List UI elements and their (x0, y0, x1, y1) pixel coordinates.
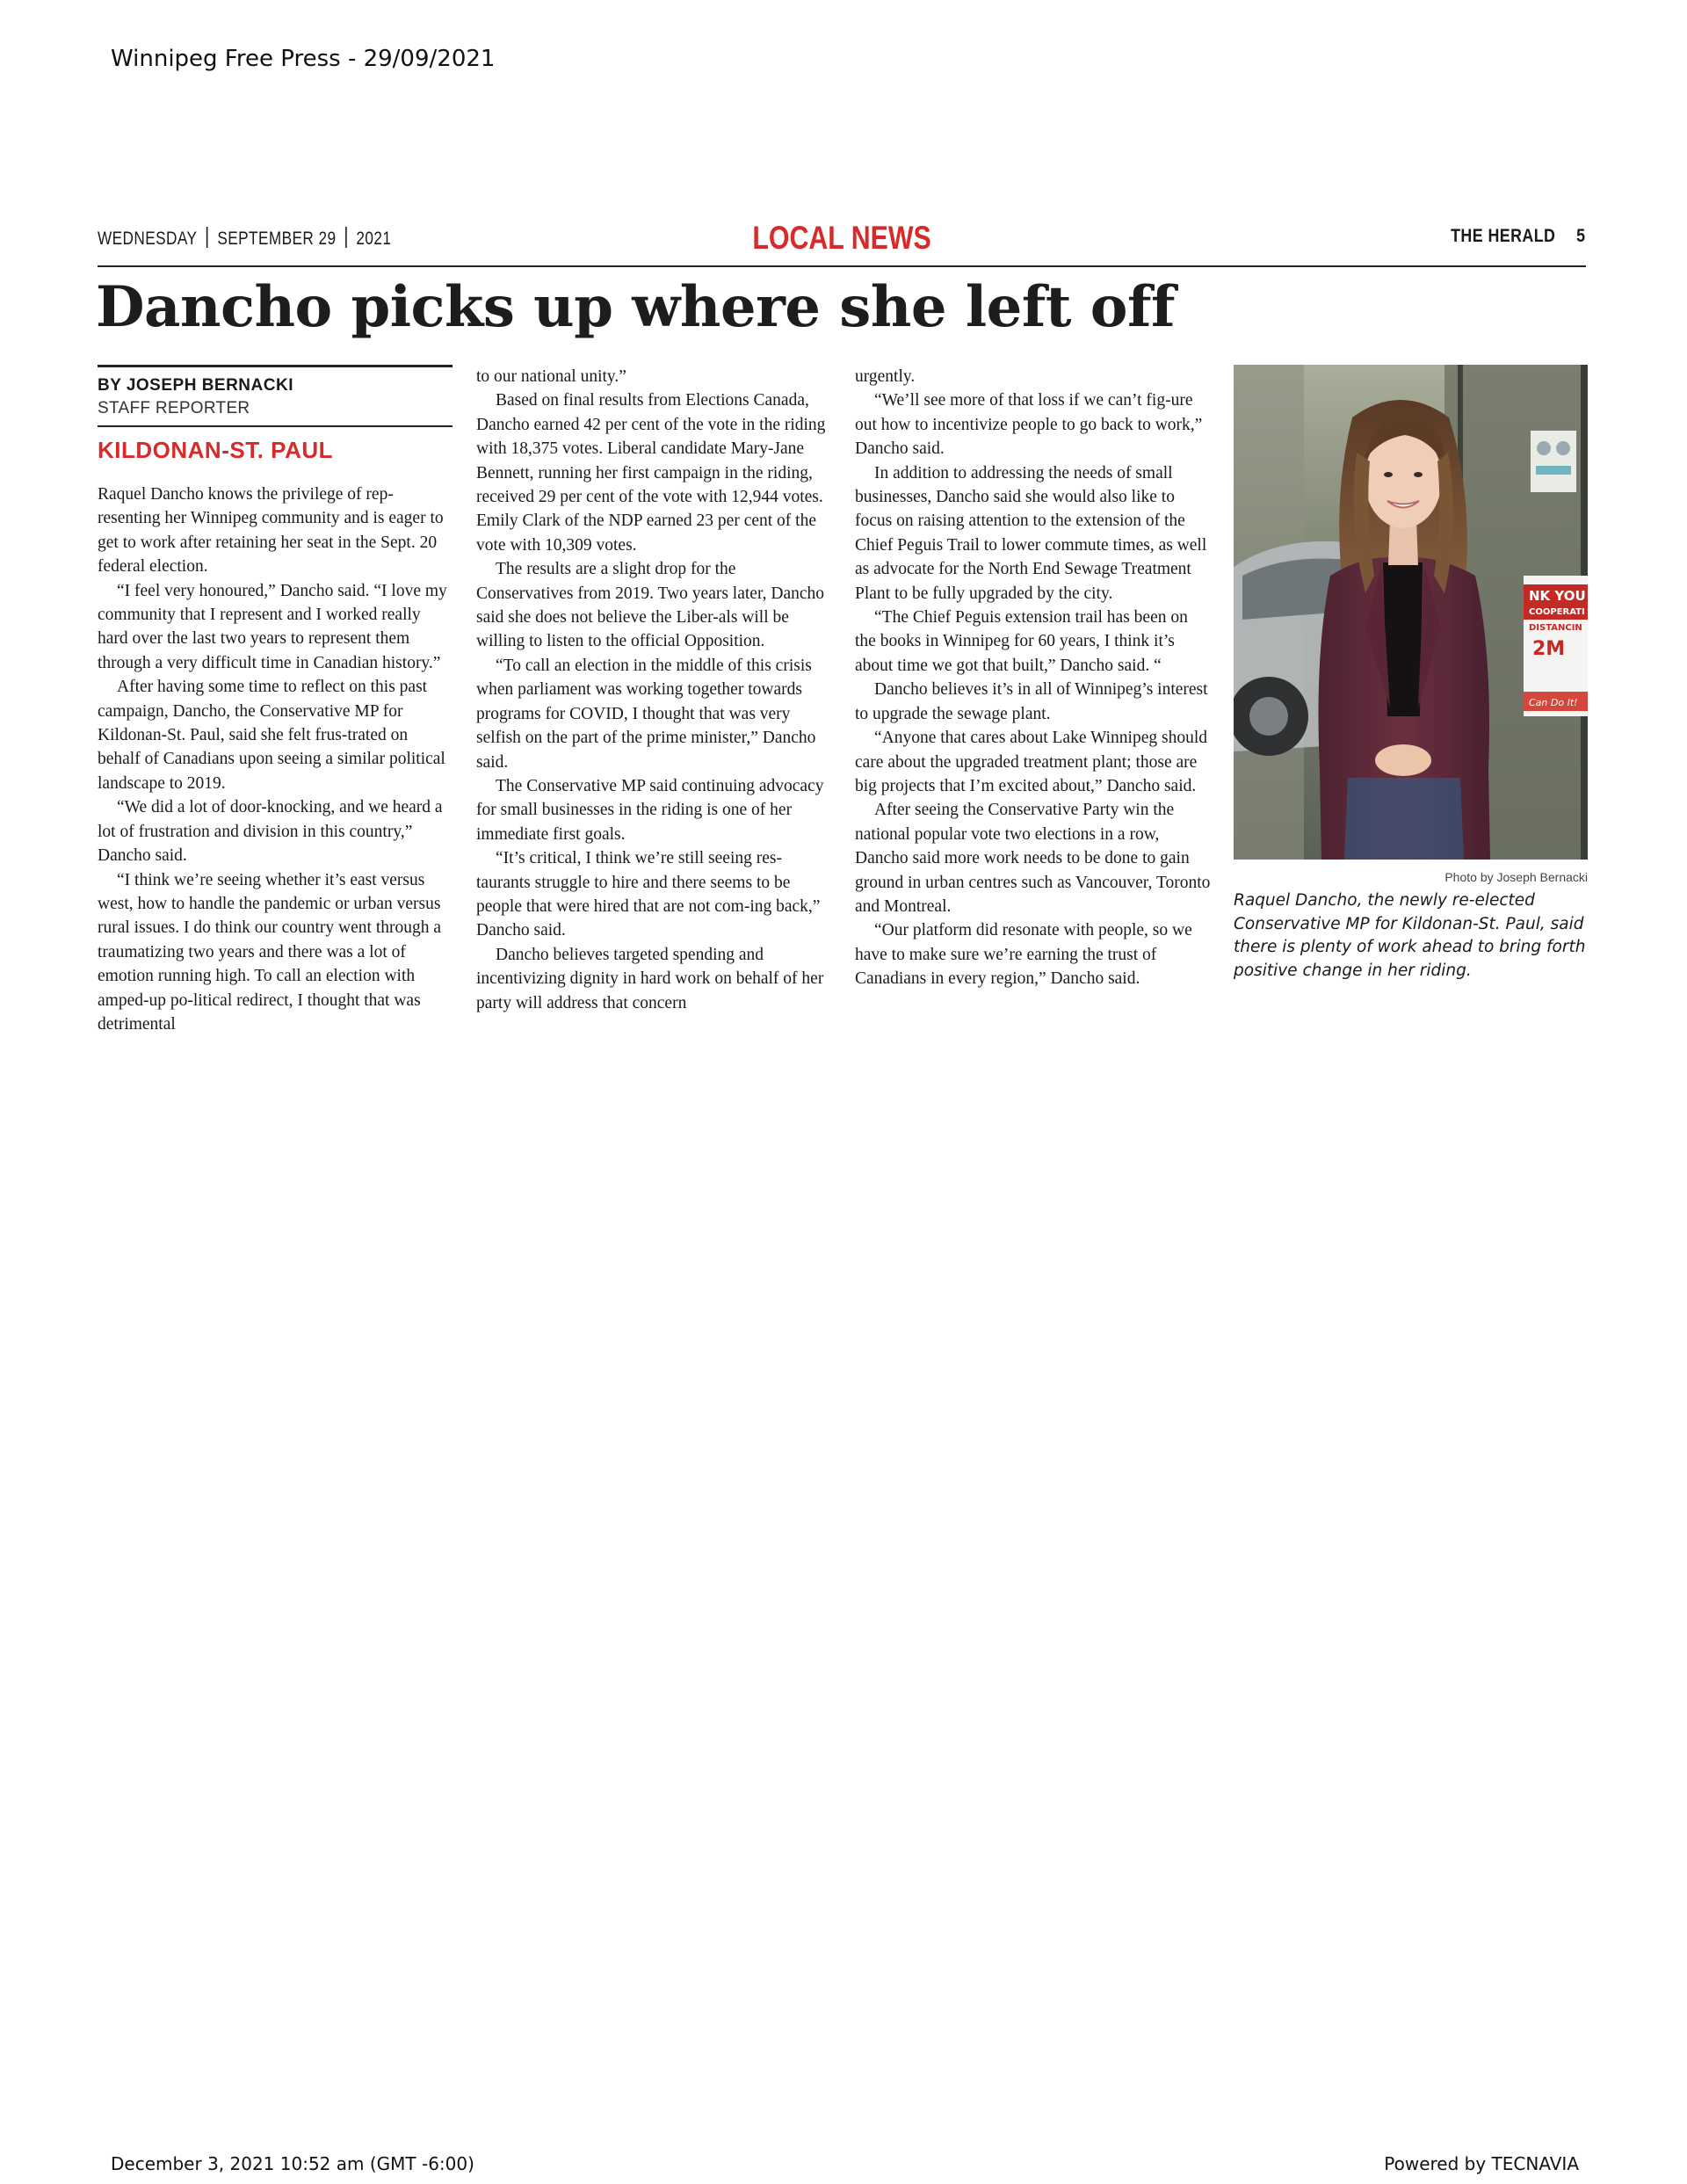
paragraph: Raquel Dancho knows the privilege of rep-resenting her Winnipeg community and is eager to get to work after retaining her seat in the Sept. 20 federal election. (98, 485, 444, 577)
paragraph: Based on final results from Elections Canada, Dancho earned 42 per cent of the vote in the riding with 18,375 votes. Liberal candidate Mary-Jane Bennett, running her first campaign in the riding, received 29 per cent of the vote with 12,944 votes. Emily Clark of the NDP earned 23 per cent of the vote with 10,309 votes. (476, 391, 826, 555)
dateline-date: SEPTEMBER 29 (217, 229, 337, 249)
paragraph: “Our platform did resonate with people, so we have to make sure we’re earning the trust of Canadians in every region,” Dancho said. (855, 921, 1192, 989)
paragraph: After seeing the Conservative Party win the national popular vote two elections in a row, Dancho said more work needs to be done to gain ground in urban centres such as Vancouver, Toronto and Montreal. (855, 801, 1211, 916)
article-column-2 (476, 365, 833, 1015)
dateline-year: 2021 (356, 229, 392, 249)
photo-caption: Raquel Dancho, the newly re-elected Conservative MP for Kildonan-St. Paul, said there is plenty of work ahead to bring forth positive change in her riding. (1234, 891, 1586, 980)
paragraph: “I feel very honoured,” Dancho said. “I love my community that I represent and I worked really hard over the last two years to represent them through a very difficult time in Canadian history.” (98, 581, 447, 672)
dateline-weekday: WEDNESDAY (98, 229, 198, 249)
location-kicker: KILDONAN-ST. PAUL (98, 437, 334, 463)
page-number: 5 (1576, 226, 1586, 246)
paragraph: “Anyone that cares about Lake Winnipeg should care about the upgraded treatment plant; those are big projects that I’m excited about,” Dancho said. (855, 729, 1207, 795)
sign-text-line4: 2M (1532, 638, 1566, 660)
paragraph: “I think we’re seeing whether it’s east versus west, how to handle the pandemic or urban versus rural issues. I do think our country went through a traumatizing two years and there was a lot of emotion running high. To call an election with amped-up po-litical redirect, I thought that was detrimental (98, 870, 442, 1034)
paragraph: In addition to addressing the needs of small businesses, Dancho said she would also like to focus on raising attention to the extension of the Chief Peguis Trail to lower commute times, as well as advocate for the North End Sewage Treatment Plant to be fully upgraded by the city. (855, 463, 1207, 603)
paragraph: After having some time to reflect on this past campaign, Dancho, the Conservative MP for Kildonan-St. Paul, said she felt frus-trated on behalf of Canadians upon seeing a similar political landscape to 2019. (98, 678, 445, 793)
paragraph: to our national unity.” (476, 367, 626, 386)
byline-author: BY JOSEPH BERNACKI (98, 376, 293, 395)
source-header: Winnipeg Free Press - 29/09/2021 (111, 46, 496, 72)
article-column-1 (98, 483, 454, 1036)
article-photo (1234, 365, 1588, 860)
sign-text-line5: Can Do It! (1529, 697, 1578, 708)
section-title: LOCAL NEWS (752, 220, 931, 256)
sign-text-line1: NK YOU (1529, 588, 1586, 604)
byline-role: STAFF REPORTER (98, 399, 250, 417)
paper-name: THE HERALD (1451, 226, 1556, 246)
paragraph: “We did a lot of door-knocking, and we heard a lot of frustration and division in this country,” Dancho said. (98, 798, 443, 866)
paragraph: “We’ll see more of that loss if we can’t fig-ure out how to incentivize people to go back to work,” Dancho said. (855, 391, 1203, 459)
paragraph: urgently. (855, 367, 916, 386)
article-column-3 (855, 365, 1212, 991)
photo-credit: Photo by Joseph Bernacki (1444, 870, 1588, 884)
paragraph: Dancho believes it’s in all of Winnipeg’s interest to upgrade the sewage plant. (855, 680, 1208, 723)
paragraph: “It’s critical, I think we’re still seeing res-taurants struggle to hire and there seems to be people that were hired that are not com-ing back,” Dancho said. (476, 849, 821, 940)
paragraph: The results are a slight drop for the Conservatives from 2019. Two years later, Dancho said she does not believe the Liber-als will be willing to listen to the official Opposition. (476, 560, 825, 651)
sign-text-line3: DISTANCIN (1529, 623, 1582, 633)
photo-illustration (1234, 365, 1588, 860)
sign-text-line2: COOPERATI (1529, 607, 1585, 617)
paragraph: The Conservative MP said continuing advocacy for small businesses in the riding is one of her immediate first goals. (476, 776, 824, 844)
byline-box (98, 365, 453, 427)
article-headline: Dancho picks up where she left off (96, 274, 1175, 340)
footer-timestamp: December 3, 2021 10:52 am (GMT -6:00) (111, 2153, 474, 2174)
page-masthead (98, 220, 1586, 267)
paragraph: Dancho believes targeted spending and incentivizing dignity in hard work on behalf of her party will address that concern (476, 945, 824, 1012)
footer-powered-by: Powered by TECNAVIA (1384, 2153, 1579, 2174)
paragraph: “To call an election in the middle of this crisis when parliament was working together towards programs for COVID, I thought that was very selfish on the part of the prime minister,” Dancho said. (476, 656, 816, 772)
paper-name-and-page (1452, 226, 1586, 247)
paragraph: “The Chief Peguis extension trail has been on the books in Winnipeg for 60 years, I think it’s about time we got that built,” Dancho said. “ (855, 608, 1188, 675)
